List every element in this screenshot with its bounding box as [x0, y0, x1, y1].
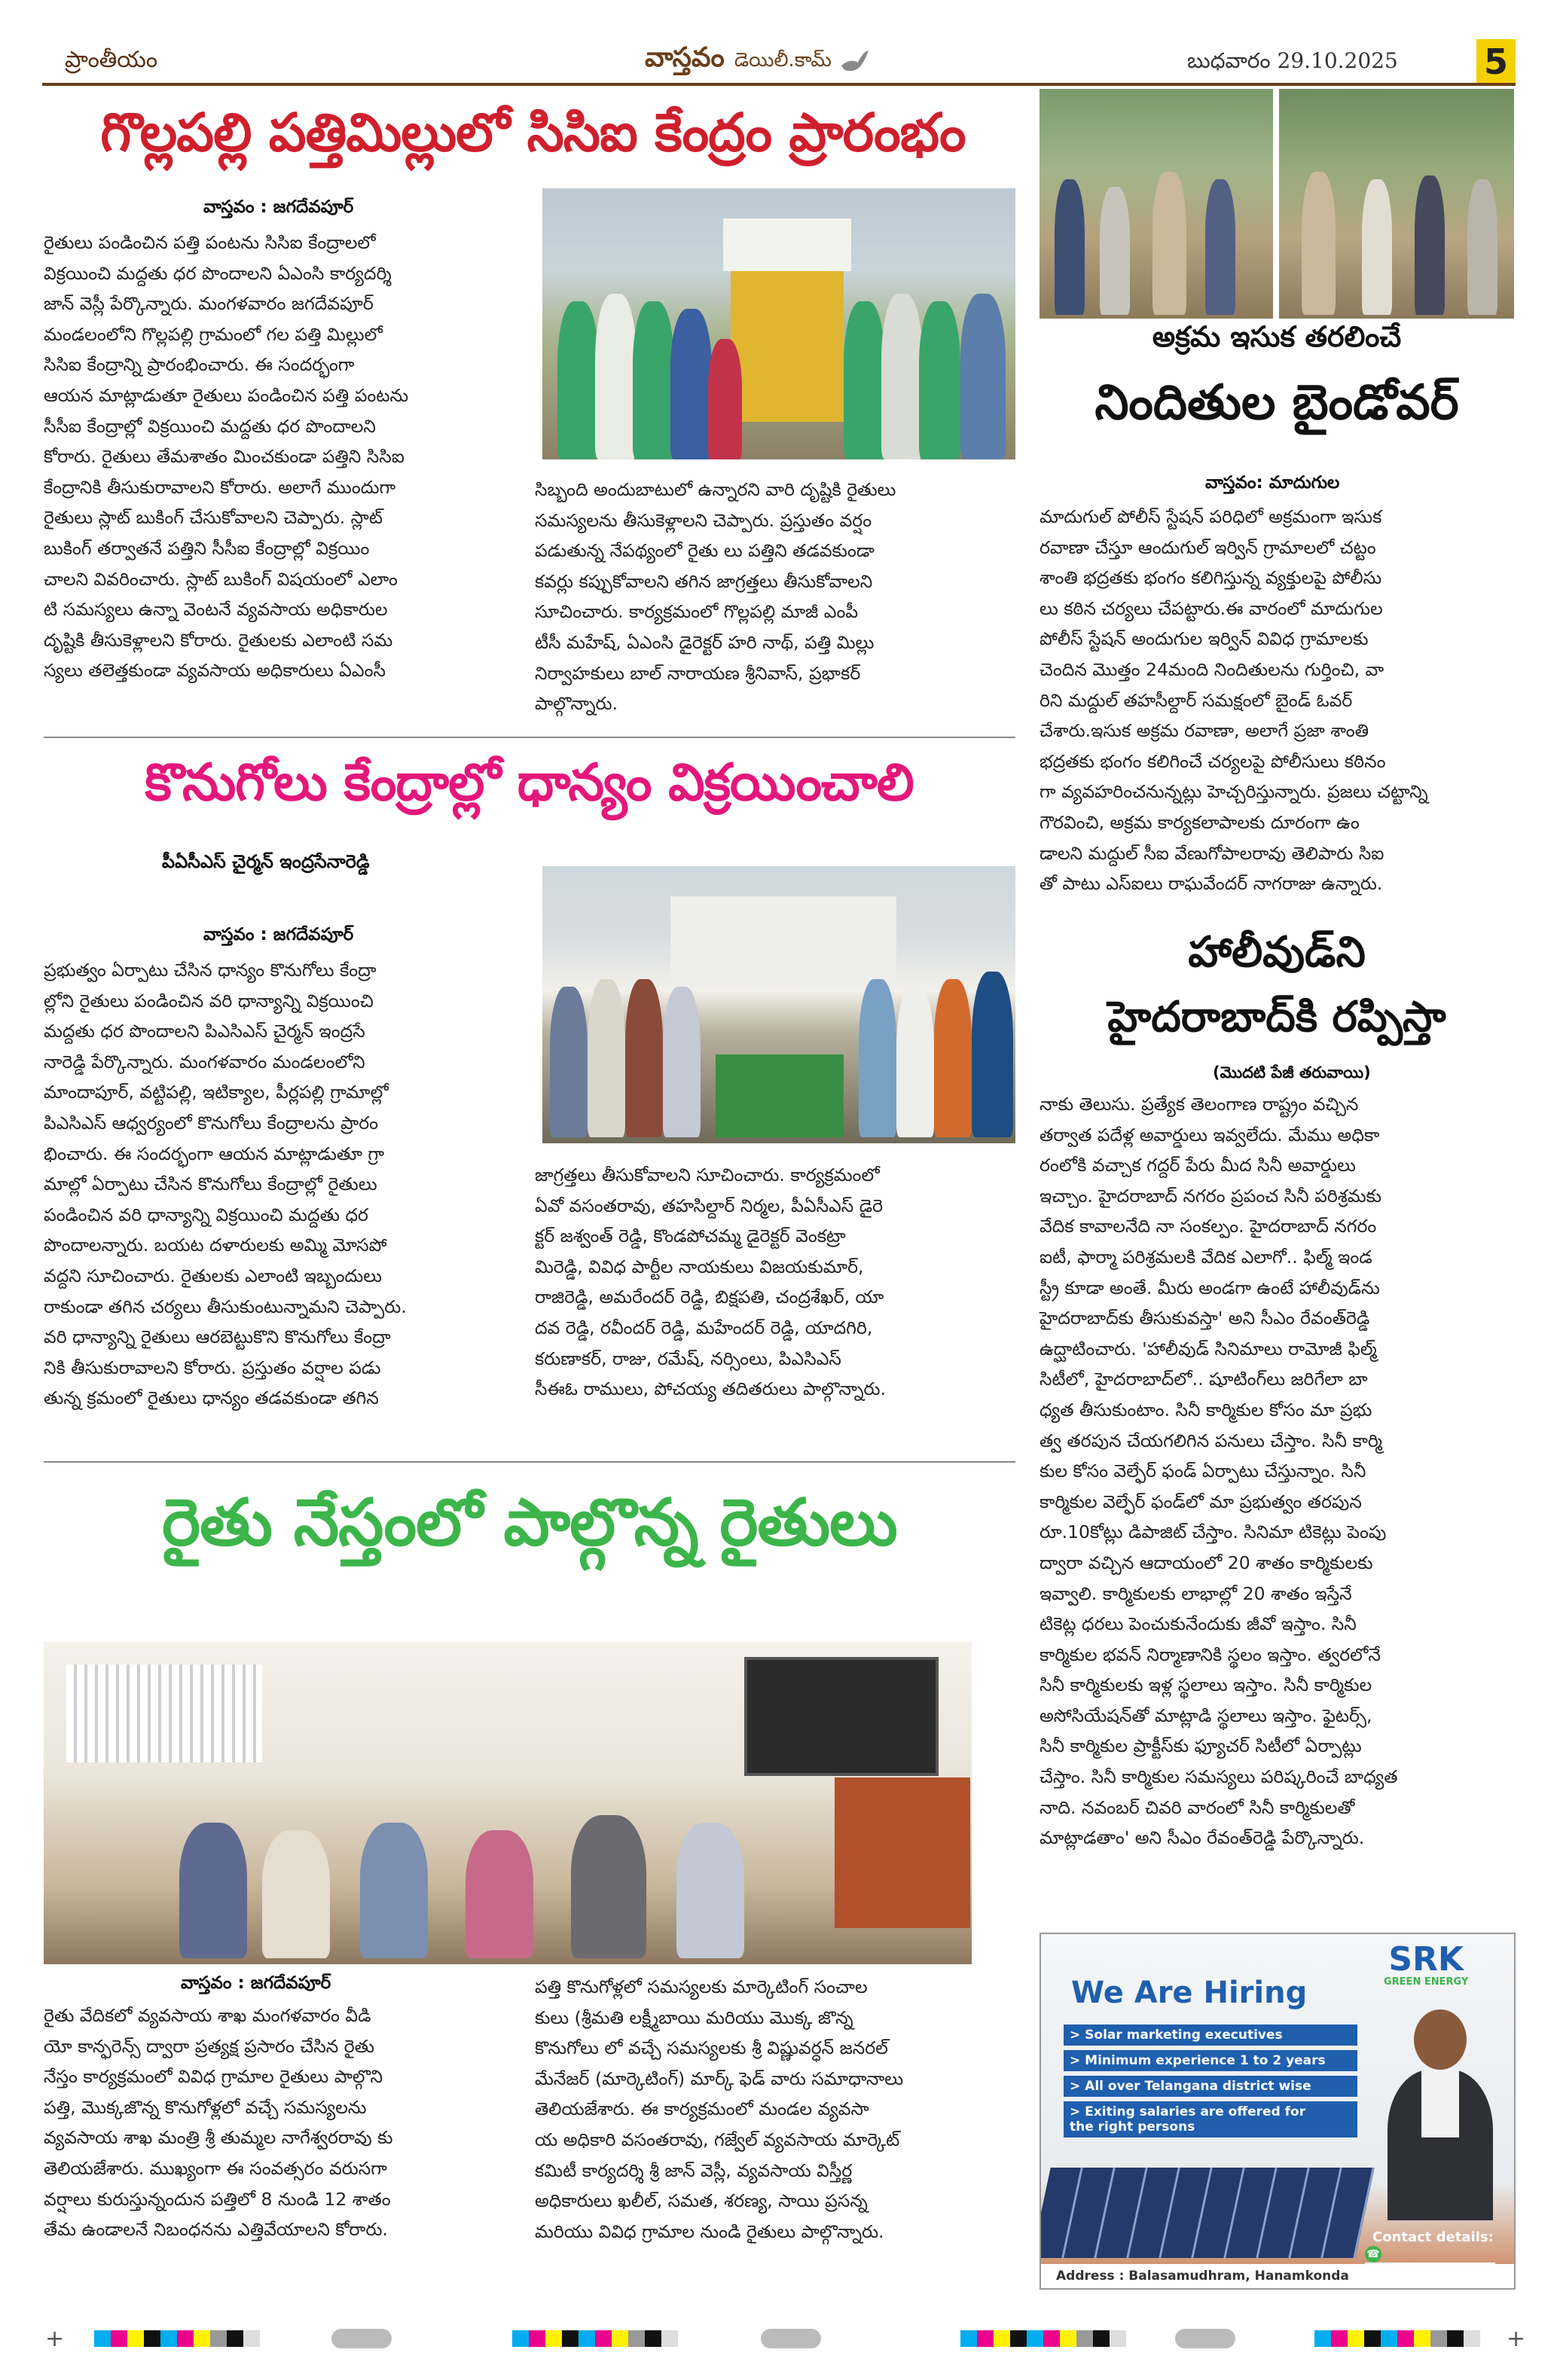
article3-photo [44, 1642, 972, 1964]
article5-headline-line1: హాలీవుడ్‌ని [1188, 928, 1366, 977]
article2-headline: కొనుగోలు కేంద్రాల్లో ధాన్యం విక్రయించాలి [145, 753, 914, 813]
srk-logo-sub: GREEN ENERGY [1384, 1976, 1469, 1988]
page-number: 5 [1476, 39, 1516, 84]
grey-pill [1175, 2329, 1235, 2348]
header-date: బుధవారం 29.10.2025 [1187, 48, 1398, 73]
article3-column-1: రైతు వేదికలో వ్యవసాయ శాఖ మంగళవారం వీడి యో కాన్ఫరెన్స్ ద్వారా ప్రత్యక్ష ప్రసారం చేసిన రైతు నేస్తం కార్యక్రమంలో వివిధ గ్రామాల రైతులు పాల్గొని పత్తి, మొక్కజొన్న కొనుగోళ్లలో వచ్చే సమస్యలను వ్యవసాయ శాఖ మంత్రి శ్రీ తుమ్మల నాగేశ్వరరావు కు తెలియజేశారు. ముఖ్యంగా ఈ సంవత్సరం వరుసగా వర్షాలు కురుస్తున్నందున పత్తిలో 8 నుండి 12 శాతం తేమ ఉండాలనే నిబంధనను ఎత్తివేయాలని కోరారు. [44, 2005, 393, 2241]
green-carpet [716, 1054, 844, 1137]
header-section-label: ప్రాంతీయం [65, 47, 158, 73]
header-rule [42, 83, 1516, 86]
article1-byline: వాస్తవం : జగదేవపూర్ [203, 197, 354, 217]
article1-column-2: సిబ్బంది అందుబాటులో ఉన్నారని వారి దృష్టికి రైతులు సమస్యలను తీసుకెళ్లాలని చెప్పారు. ప్రస్తుతం వర్షం పడుతున్న నేపథ్యంలో రైతు లు పత్తిని తడవకుండా కవర్లు కప్పుకోవాలని తగిన జాగ్రత్తలు తీసుకోవాలని సూచించారు. కార్యక్రమంలో గొల్లపల్లి మాజీ ఎంపీ టీసీ మహేష్, ఏఎంసి డైరెక్టర్ హరి నాథ్, పత్తి మిల్లు నిర్వాహకులు బాల్ నారాయణ శ్రీనివాస్, ప్రభాకర్ పాల్గొన్నారు. [535, 479, 896, 715]
ad-title: We Are Hiring [1071, 1976, 1308, 2010]
article4-body: మాదుగుల్ పోలీస్ స్టేషన్ పరిధిలో అక్రమంగా ఇసుక రవాణా చేస్తూ ఆందుగుల్ ఇర్విన్ గ్రామాలలో చట్టం శాంతి భద్రతకు భంగం కలిగిస్తున్న వ్యక్తులపై పోలీసు లు కఠిన చర్యలు చేపట్టారు.ఈ వారంలో మాదుగుల పోలీస్ స్టేషన్ అందుగుల ఇర్విన్ వివిధ గ్రామాలకు చెందిన మొత్తం 24మంది నిందితులను గుర్తించి, వా రిని మద్దుల్ తహసీల్దార్ సమక్షంలో బైండ్ ఓవర్ చేశారు.ఇసుక అక్రమ రవాణా, అలాగే ప్రజా శాంతి భద్రతకు భంగం కలిగించే చర్యలపై పోలీసులు కఠినం గా వ్యవహరించనున్నట్లు హెచ్చరిస్తున్నారు. ప్రజలు చట్టాన్ని గౌరవించి, అక్రమ కార్యకలాపాలకు దూరంగా ఉం డాలని మద్దుల్ సీఐ వేణుగోపాలరావు తెలిపారు సిఐ తో పాటు ఎస్ఐలు రాఘవేందర్ నాగరాజు ఉన్నారు. [1040, 506, 1428, 895]
article1-photo [542, 188, 1015, 459]
ad-bullet: > Solar marketing executives [1064, 2025, 1357, 2046]
brand-name: వాస్తవం [645, 42, 725, 73]
article2-subhead: పీఏసీఎస్ చైర్మన్ ఇంద్రసేనారెడ్డి [162, 851, 370, 872]
article4-kicker: అక్రమ ఇసుక తరలించే [1152, 320, 1402, 353]
article4-headline: నిందితుల బైండోవర్ [1094, 375, 1459, 431]
ad-address: Address : Balasamudhram, Hanamkonda [1041, 2264, 1514, 2288]
truck [731, 256, 844, 422]
wall-painting [835, 1777, 970, 1928]
grey-pill [761, 2329, 821, 2348]
contact-label: Contact details: [1372, 2229, 1494, 2245]
header-brand [645, 42, 870, 80]
solar-panels [1040, 2168, 1375, 2258]
color-bar [960, 2330, 1126, 2350]
article2-byline: వాస్తవం : జగదేవపూర్ [203, 925, 354, 944]
ad-bullet: > All over Telangana district wise [1064, 2076, 1357, 2097]
print-marks [0, 2320, 1557, 2357]
ad-bullet: > Minimum experience 1 to 2 years [1064, 2050, 1357, 2071]
phone-icon: ☎ [1365, 2246, 1381, 2263]
srk-logo [1384, 1940, 1469, 1988]
divider [44, 1461, 1015, 1463]
divider [44, 737, 1015, 738]
brand-web: డెయిలీ.కామ్ [734, 49, 832, 72]
article1-headline: గొల్లపల్లి పత్తిమిల్లులో సిసిఐ కేంద్రం ప్రారంభం [100, 102, 966, 163]
article2-column-2: జాగ్రత్తలు తీసుకోవాలని సూచించారు. కార్యక్రమంలో ఏవో వసంతరావు, తహసిల్దార్ నిర్మల, పీఏసీఎస్ డైరె క్టర్ జశ్వంత్ రెడ్డి, కొండపోచమ్మ డైరెక్టర్ వెంకట్రా మిరెడ్డి, వివిధ పార్టీల నాయకులు విజయకుమార్, రాజిరెడ్డి, అమరేందర్ రెడ్డి, బిక్షపతి, చంద్రశేఖర్, యా దవ రెడ్డి, రవీందర్ రెడ్డి, మహేందర్ రెడ్డి, యాదగిరి, కరుణాకర్, రాజు, రమేష్, నర్సింలు, పిఎసిఎస్ సీఈఓ రాములు, పోచయ్య తదితరులు పాల్గొన్నారు. [535, 1164, 887, 1400]
article1-column-1: రైతులు పండించిన పత్తి పంటను సిసిఐ కేంద్రాలలో విక్రయించి మద్దతు ధర పొందాలని ఏఎంసి కార్యదర్శి జాన్ వెస్లీ పేర్కొన్నారు. మంగళవారం జగదేవపూర్ మండలంలోని గొల్లపల్లి గ్రామంలో గల పత్తి మిల్లులో సిసిఐ కేంద్రాన్ని ప్రారంభించారు. ఈ సందర్భంగా ఆయన మాట్లాడుతూ రైతులు పండించిన పత్తి పంటను సీసీఐ కేంద్రాల్లో విక్రయించి మద్దతు ధర పొందాలని కోరారు. రైతులు తేమశాతం మించకుండా పత్తిని సిసిఐ కేంద్రానికి తీసుకురావాలని కోరారు. అలాగే ముందుగా రైతులు స్లాట్ బుకింగ్ చేసుకోవాలని చెప్పారు. స్లాట్ బుకింగ్ తర్వాతనే పత్తిని సీసీఐ కేంద్రాల్లో విక్రయిం చాలని వివరించారు. స్లాట్ బుకింగ్ విషయంలో ఎలాం టి సమస్యలు ఉన్నా వెంటనే వ్యవసాయ అధికారుల దృష్టికి తీసుకెళ్లాలని కోరారు. రైతులకు ఎలాంటి సమ స్యలు తలెత్తకుండా వ్యవసాయ అధికారులు ఏఎంసీ [44, 232, 409, 682]
article2-column-1: ప్రభుత్వం ఏర్పాటు చేసిన ధాన్యం కొనుగోలు కేంద్రా ల్లోని రైతులు పండించిన వరి ధాన్యాన్ని విక్రయించి మద్దతు ధర పొందాలని పిఎసిఎస్ చైర్మన్ ఇంద్రసే నారెడ్డి పేర్కొన్నారు. మంగళవారం మండలంలోని మాందాపూర్, వట్టిపల్లి, ఇటిక్యాల, పీర్లపల్లి గ్రామాల్లో పిఎసిఎస్ ఆధ్వర్యంలో కొనుగోలు కేంద్రాలను ప్రారం భించారు. ఈ సందర్భంగా ఆయన మాట్లాడుతూ గ్రా మాల్లో ఏర్పాటు చేసిన కొనుగోలు కేంద్రాల్లో రైతులు పండించిన వరి ధాన్యాన్ని విక్రయించి మద్దతు ధర పొందాలన్నారు. బయట దళారులకు అమ్మి మోసపో వద్దని సూచించారు. రైతులకు ఎలాంటి ఇబ్బందులు రాకుండా తగిన చర్యలు తీసుకుంటున్నామని చెప్పారు. వరి ధాన్యాన్ని రైతులు ఆరబెట్టుకొని కొనుగోలు కేంద్రా నికి తీసుకురావాలని కోరారు. ప్రస్తుతం వర్షాల పడు తున్న క్రమంలో రైతులు ధాన్యం తడవకుండా తగిన [44, 960, 407, 1409]
article5-headline-line2: హైదరాబాద్‌కి రప్పిస్తా [1107, 993, 1446, 1042]
color-bar [512, 2330, 678, 2350]
article4-photo-left [1040, 89, 1273, 319]
registration-mark-icon: + [1507, 2326, 1526, 2352]
article5-continued-note: (మొదటి పేజీ తరువాయి) [1213, 1063, 1371, 1082]
window-blinds [66, 1664, 262, 1762]
article3-headline: రైతు నేస్తంలో పాల్గొన్న రైతులు [162, 1485, 897, 1561]
ad-bullets [1064, 2025, 1357, 2137]
dove-icon [840, 49, 870, 78]
article5-body: నాకు తెలుసు. ప్రత్యేక తెలంగాణ రాష్ట్రం వచ్చిన తర్వాత పదేళ్ల అవార్డులు ఇవ్వలేదు. మేము అధికా రంలోకి వచ్చాక గద్దర్ పేరు మీద సినీ అవార్డులు ఇచ్చాం. హైదరాబాద్ నగరం ప్రపంచ సినీ పరిశ్రమకు వేదిక కావాలనేది నా సంకల్పం. హైదరాబాద్ నగరం ఐటీ, ఫార్మా పరిశ్రమలకి వేదిక ఎలాగో.. ఫిల్మ్ ఇండ స్ట్రీ కూడా అంతే. మీరు అండగా ఉంటే హాలీవుడ్‌ను హైదరాబాద్‌కు తీసుకువస్తా' అని సీఎం రేవంత్‌రెడ్డి ఉద్ఘాటించారు. 'హాలీవుడ్ సినిమాలు రామోజీ ఫిల్మ్ సిటీలో, హైదరాబాద్‌లో.. షూటింగ్‌లు జరిగేలా బా ధ్యత తీసుకుంటాం. సినీ కార్మికుల కోసం మా ప్రభు త్వ తరపున చేయగలిగిన పనులు చేస్తాం. సినీ కార్మి కుల కోసం వెల్ఫేర్ ఫండ్ ఏర్పాటు చేస్తున్నాం. సినీ కార్మికుల వెల్ఫేర్ ఫండ్‌లో మా ప్రభుత్వం తరపున రూ.10కోట్లు డిపాజిట్ చేస్తాం. సినిమా టికెట్లు పెంపు ద్వారా వచ్చిన ఆదాయంలో 20 శాతం కార్మికులకు ఇవ్వాలి. కార్మికులకు లాభాల్లో 20 శాతం ఇస్తేనే టికెట్ల ధరలు పెంచుకునేందుకు జీవో ఇస్తాం. సినీ కార్మికుల భవన్ నిర్మాణానికి స్థలం ఇస్తాం. త్వరలోనే సినీ కార్మికులకు ఇళ్ల స్థలాలు ఇస్తాం. సినీ కార్మికుల అసోసియేషన్‌తో మాట్లాడి స్థలాలు ఇస్తాం. ఫైటర్స్, సినీ కార్మికుల ప్రాక్టీస్‌కు ఫ్యూచర్ సిటీలో ఏర్పాట్లు చేస్తాం. సినీ కార్మికుల సమస్యలు పరిష్కరించే బాధ్యత నాది. నవంబర్ చివరి వారంలో సినీ కార్మికులతో మాట్లాడతాం' అని సీఎం రేవంత్‌రెడ్డి పేర్కొన్నారు. [1040, 1094, 1398, 1849]
color-bar [94, 2330, 260, 2350]
hiring-advertisement [1040, 1933, 1516, 2290]
grey-pill [331, 2329, 392, 2348]
srk-logo-text: SRK [1388, 1940, 1464, 1979]
article3-column-2: పత్తి కొనుగోళ్లలో సమస్యలకు మార్కెటింగ్ సంచాల కులు (శ్రీమతి లక్ష్మీబాయి మరియు మొక్క జొన్న కొనుగోలు లో వచ్చే సమస్యలకు శ్రీ విష్ణువర్ధన్ జనరల్ మేనేజర్ (మార్కెటింగ్) మార్క్ ఫెడ్ వారు సమాధానాలు తెలియజేశారు. ఈ కార్యక్రమంలో మండల వ్యవసా య అధికారి వసంతరావు, గజ్వేల్ వ్యవసాయ మార్కెట్ కమిటీ కార్యదర్శి శ్రీ జాన్ వెస్లీ, వ్యవసాయ విస్తీర్ణ అధికారులు ఖలీల్, సమత, శరణ్య, సాయి ప్రసన్న మరియు వివిధ గ్రామాల నుండి రైతులు పాల్గొన్నారు. [535, 1976, 904, 2242]
article4-photo-right [1279, 89, 1514, 319]
article4-byline: వాస్తవం: మాదుగుల [1205, 473, 1340, 493]
building [670, 896, 896, 987]
registration-mark-icon: + [45, 2326, 65, 2352]
article3-byline: వాస్తవం : జగదేవపూర్ [181, 1973, 331, 1993]
truck-cargo [723, 218, 851, 271]
ad-bullet: > Exiting salaries are offered for the right persons [1064, 2101, 1357, 2137]
article2-photo [542, 866, 1015, 1143]
page-header [42, 42, 1516, 84]
tv-screen [744, 1657, 939, 1776]
color-bar [1314, 2330, 1480, 2350]
